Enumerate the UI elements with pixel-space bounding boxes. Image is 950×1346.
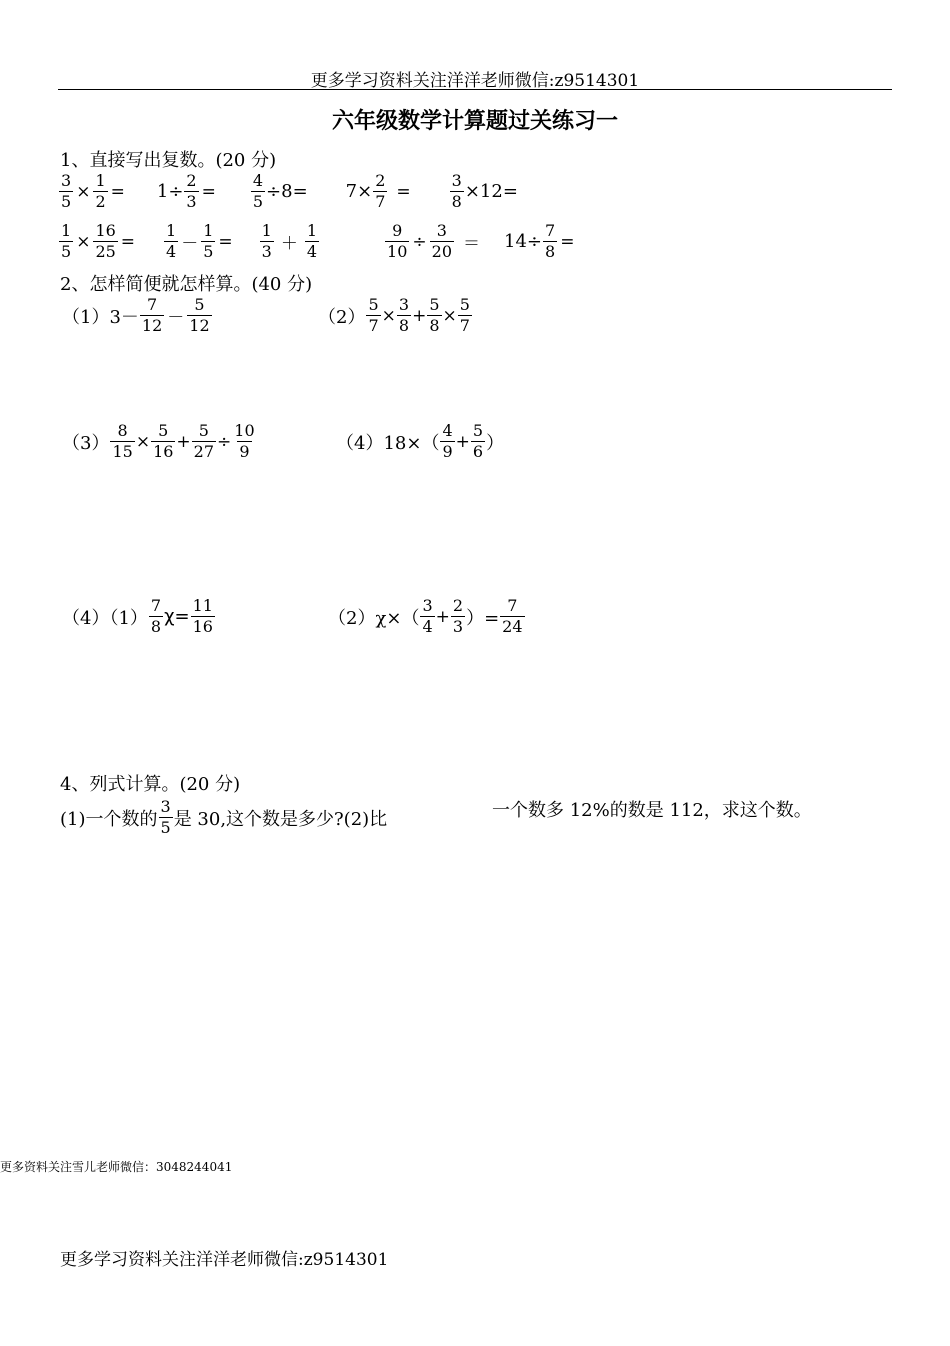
fraction: $\frac{3}{5}$ — [61, 171, 72, 211]
section-1-row-2 — [58, 222, 576, 261]
page-title: 六年级数学计算题过关练习一 — [331, 109, 618, 134]
fraction: $\frac{5}{16}$ — [153, 421, 174, 461]
section-4-heading: 4、列式计算。(20 分) — [60, 774, 241, 795]
fraction: $\frac{9}{10}$ — [387, 221, 408, 261]
fraction: $\frac{5}{12}$ — [189, 295, 210, 335]
fraction: $\frac{2}{3}$ — [452, 596, 464, 636]
problem-1j: 14÷ $\frac{7}{8}$ = — [504, 221, 575, 261]
problem-2-1: （1）3－ $\frac{7}{12}$ － $\frac{5}{12}$ — [62, 295, 210, 335]
fraction: $\frac{3}{8}$ — [398, 295, 410, 335]
page-header: 更多学习资料关注洋洋老师微信:z9514301 — [310, 71, 640, 91]
section-1-row-1 — [58, 172, 518, 211]
fraction: $\frac{1}{4}$ — [166, 221, 177, 261]
fraction: $\frac{3}{4}$ — [422, 596, 433, 636]
problem-2-4: （4）18×（ $\frac{4}{9}$ + $\frac{5}{6}$ ） — [336, 421, 505, 461]
fraction: $\frac{5}{8}$ — [429, 295, 440, 335]
section-1-heading: 1、直接写出复数。(20 分) — [60, 150, 277, 171]
fraction: $\frac{5}{27}$ — [193, 421, 215, 461]
header-divider — [58, 89, 892, 90]
problem-1h: $\frac{1}{3}$ ＋ $\frac{1}{4}$ — [261, 221, 318, 261]
fraction: $\frac{4}{9}$ — [442, 421, 453, 461]
fraction: $\frac{2}{7}$ — [375, 171, 386, 211]
fraction: $\frac{7}{8}$ — [150, 596, 162, 636]
fraction: $\frac{1}{5}$ — [203, 221, 214, 261]
fraction: $\frac{7}{8}$ — [545, 221, 556, 261]
word-problem-2: 一个数多 12%的数是 112，求这个数。 — [492, 800, 812, 821]
fraction: $\frac{1}{5}$ — [61, 221, 72, 261]
problem-1f: $\frac{1}{5}$ × $\frac{16}{25}$ = — [61, 221, 136, 261]
section-2-heading: 2、怎样简便就怎样算。(40 分) — [60, 274, 313, 295]
fraction: $\frac{16}{25}$ — [95, 221, 116, 261]
equation-2: （2）χ×（ $\frac{3}{4}$ + $\frac{2}{3}$ ）= $\frac{7}{24}$ — [328, 596, 523, 636]
problem-1a: $\frac{3}{5}$ × $\frac{1}{2}$ = — [61, 171, 125, 211]
problem-1g: $\frac{1}{4}$ － $\frac{1}{5}$ = — [166, 221, 233, 261]
fraction: $\frac{3}{20}$ — [431, 221, 453, 261]
fraction: $\frac{5}{7}$ — [459, 295, 470, 335]
page-footer: 更多学习资料关注洋洋老师微信:z9514301 — [60, 1250, 389, 1270]
fraction: $\frac{8}{15}$ — [112, 421, 133, 461]
problem-1b: 1÷ $\frac{2}{3}$ = — [156, 171, 216, 211]
fraction: $\frac{5}{6}$ — [472, 421, 484, 461]
equation-1: （4）（1） $\frac{7}{8}$ χ= $\frac{11}{16}$ — [62, 596, 213, 636]
word-problem-1: (1)一个数的 $\frac{3}{5}$ 是 30,这个数是多少?(2)比 — [60, 797, 388, 837]
fraction: $\frac{7}{12}$ — [141, 295, 163, 335]
problem-1d: 7× $\frac{2}{7}$ = — [345, 171, 411, 211]
fraction: $\frac{5}{7}$ — [368, 295, 379, 335]
fraction: $\frac{7}{24}$ — [502, 596, 523, 636]
problem-1e: $\frac{3}{8}$ ×12= — [451, 171, 518, 211]
fraction: $\frac{1}{2}$ — [95, 171, 106, 211]
problem-2-3: （3） $\frac{8}{15}$ × $\frac{5}{16}$ + $\frac{5}{27}$ ÷ $\frac{10}{9}$ — [62, 421, 255, 461]
fraction: $\frac{1}{4}$ — [306, 221, 318, 261]
problem-2-2: （2） $\frac{5}{7}$ × $\frac{3}{8}$ + $\frac{5}{8}$ × $\frac{5}{7}$ — [318, 295, 470, 335]
fraction: $\frac{10}{9}$ — [234, 421, 255, 461]
fraction: $\frac{2}{3}$ — [186, 171, 197, 211]
problem-1c: $\frac{4}{5}$ ÷8= — [252, 171, 308, 211]
fraction: $\frac{11}{16}$ — [192, 596, 213, 636]
fraction: $\frac{4}{5}$ — [252, 171, 264, 211]
problem-1i: $\frac{9}{10}$ ÷ $\frac{3}{20}$ ＝ — [387, 221, 481, 261]
fraction: $\frac{3}{5}$ — [160, 797, 171, 837]
footer-note: 更多资料关注雪儿老师微信：3048244041 — [0, 1160, 233, 1174]
fraction: $\frac{1}{3}$ — [261, 221, 272, 261]
fraction: $\frac{3}{8}$ — [451, 171, 462, 211]
